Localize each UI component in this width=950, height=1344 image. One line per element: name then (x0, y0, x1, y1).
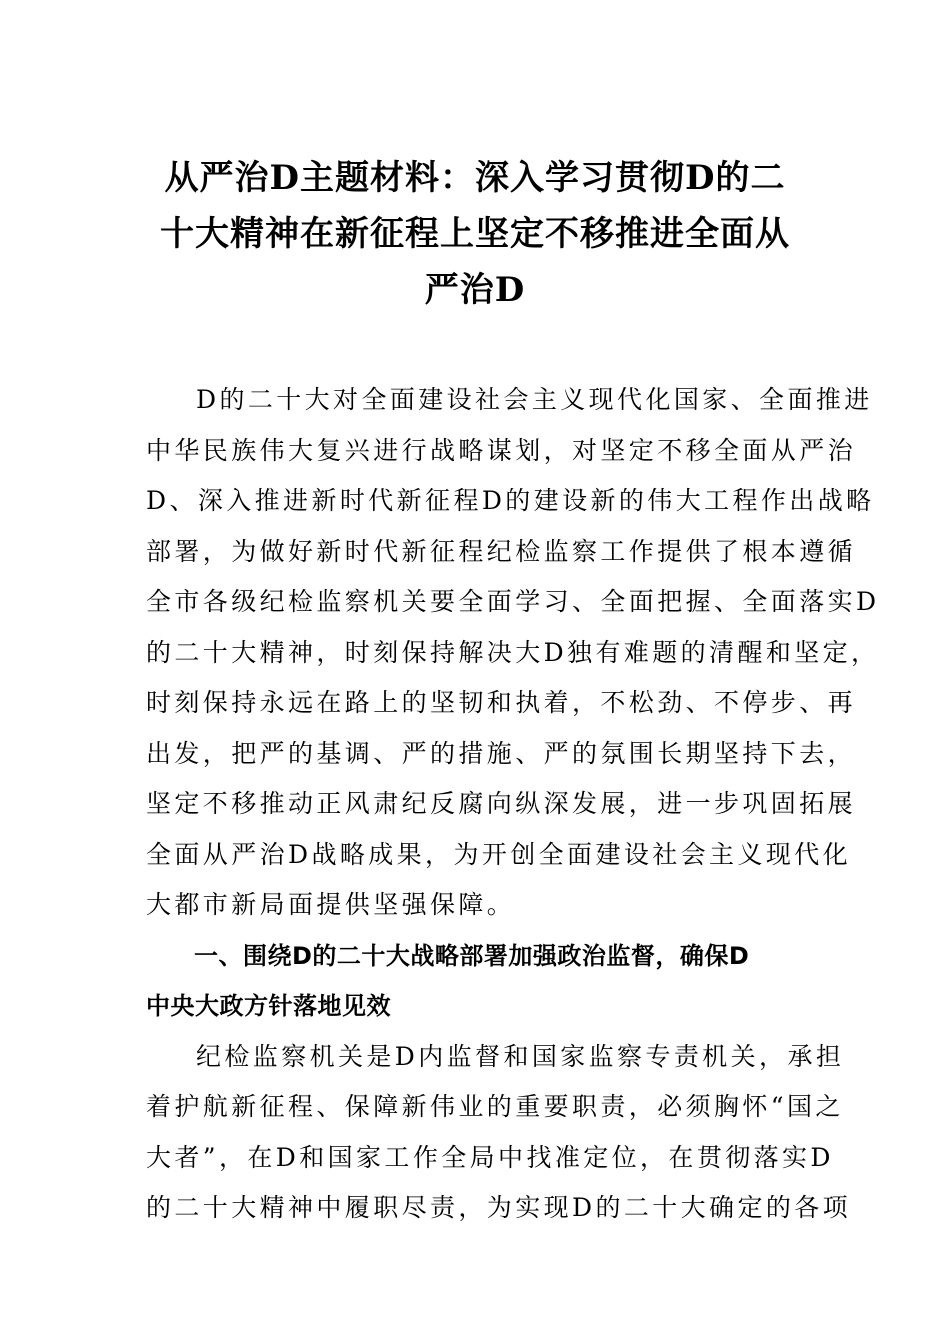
paragraph-line: 大者”，在D和国家工作全局中找准定位，在贯彻落实D (146, 1142, 834, 1172)
paragraph-line: 出发，把严的基调、严的措施、严的氛围长期坚持下去， (146, 738, 857, 768)
paragraph-line: 时刻保持永远在路上的坚韧和执着，不松劲、不停步、再 (146, 688, 857, 717)
document-title (140, 150, 810, 318)
section-heading (146, 931, 806, 1032)
intro-paragraph (146, 375, 880, 931)
paragraph-line: D、深入推进新时代新征程D的建设新的伟大工程作出战略 (146, 486, 875, 515)
title-line: 严治D (424, 270, 526, 310)
paragraph-line: 的二十大精神，时刻保持解决大D独有难题的清醒和坚定， (146, 637, 880, 667)
paragraph-line: 纪检监察机关是D内监督和国家监察专责机关，承担 (196, 1041, 845, 1071)
paragraph-line: 着护航新征程、保障新伟业的重要职责，必须胸怀“国之 (146, 1092, 844, 1121)
heading-line: 中央大政方针落地见效 (146, 992, 391, 1020)
heading-line: 一、围绕D的二十大战略部署加强政治监督，确保D (194, 941, 750, 970)
document-body (146, 375, 880, 1234)
section-paragraph (146, 1032, 852, 1234)
paragraph-line: 全市各级纪检监察机关要全面学习、全面把握、全面落实D (146, 587, 880, 616)
paragraph-line: D的二十大对全面建设社会主义现代化国家、全面推进 (196, 385, 873, 414)
title-line: 十大精神在新征程上坚定不移推进全面从 (160, 214, 790, 254)
paragraph-line: 大都市新局面提供坚强保障。 (146, 890, 516, 919)
title-line: 从严治D主题材料：深入学习贯彻D的二 (164, 158, 786, 198)
paragraph-line: 的二十大精神中履职尽责，为实现D的二十大确定的各项 (146, 1193, 852, 1222)
paragraph-line: 坚定不移推动正风肃纪反腐向纵深发展，进一步巩固拓展 (146, 789, 857, 818)
paragraph-line: 部署，为做好新时代新征程纪检监察工作提供了根本遵循 (146, 536, 857, 566)
paragraph-line: 全面从严治D战略成果，为开创全面建设社会主义现代化 (146, 839, 852, 869)
paragraph-line: 中华民族伟大复兴进行战略谋划，对坚定不移全面从严治 (146, 435, 857, 465)
